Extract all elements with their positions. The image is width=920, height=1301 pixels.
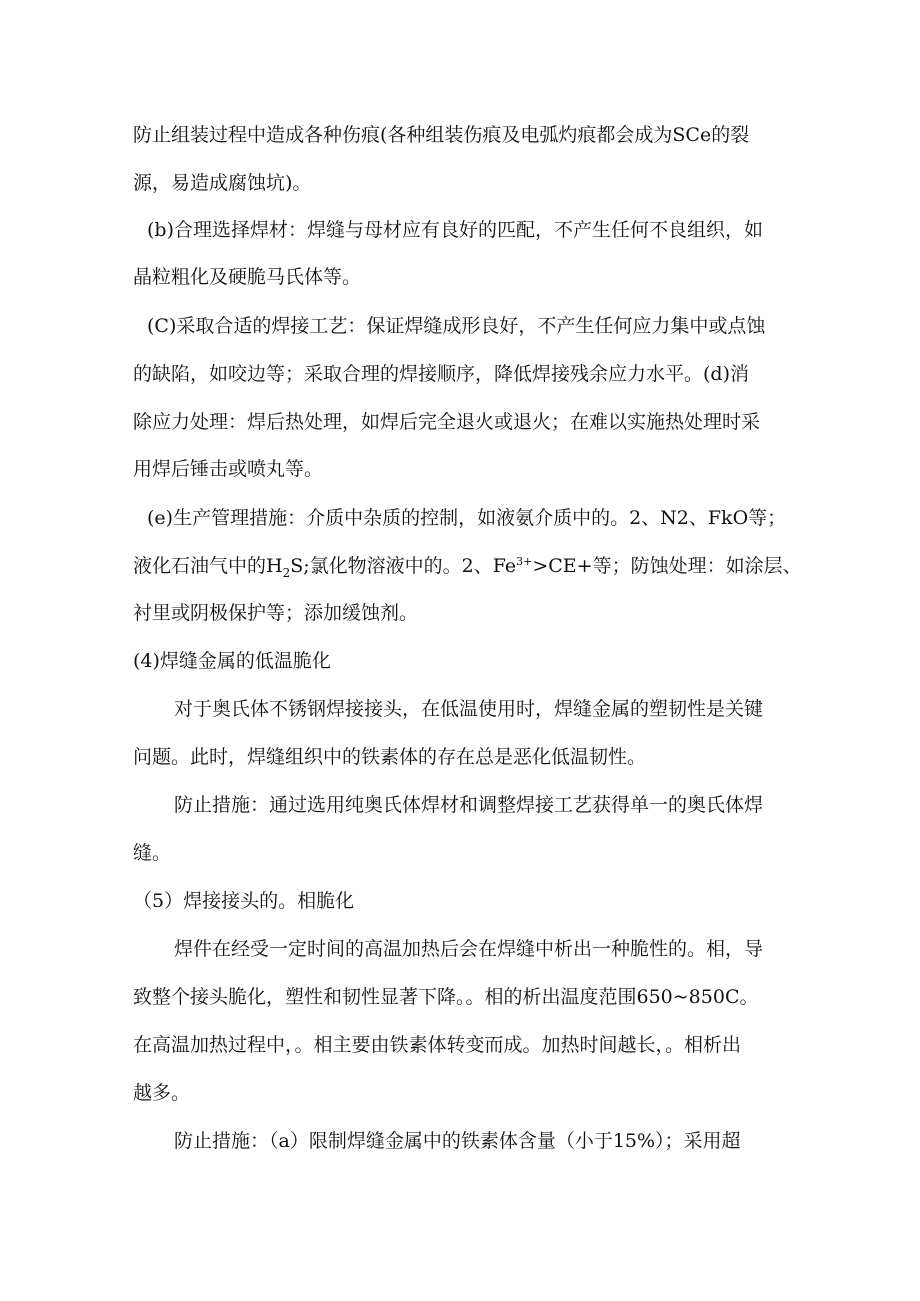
text-segment: >CE+等；防蚀处理：如涂层、 bbox=[532, 555, 802, 577]
text-line: 防止措施：通过选用纯奥氏体焊材和调整焊接工艺获得单一的奥氏体焊 bbox=[174, 794, 764, 816]
text-line: 缝。 bbox=[133, 842, 172, 864]
text-line: 致整个接头脆化，塑性和韧性显著下降。。相的析出温度范围650~850C。 bbox=[133, 986, 759, 1008]
text-line: (e)生产管理措施：介质中杂质的控制，如液氨介质中的。2、N2、FkO等； bbox=[147, 507, 787, 529]
subscript: 2 bbox=[282, 566, 291, 580]
text-line: 焊件在经受一定时间的高温加热后会在焊缝中析出一种脆性的。相，导 bbox=[174, 938, 764, 960]
text-line: 防止措施：（a）限制焊缝金属中的铁素体含量（小于15%）；采用超 bbox=[174, 1130, 741, 1152]
text-segment: S;氯化物溶液中的。2、Fe bbox=[290, 555, 517, 577]
text-line: 问题。此时，焊缝组织中的铁素体的存在总是恶化低温韧性。 bbox=[133, 746, 647, 768]
section-heading: （5）焊接接头的。相脆化 bbox=[133, 890, 355, 912]
text-line: (b)合理选择焊材：焊缝与母材应有良好的匹配，不产生任何不良组织，如 bbox=[147, 219, 763, 241]
text-line: (C)采取合适的焊接工艺：保证焊缝成形良好，不产生任何应力集中或点蚀 bbox=[147, 315, 766, 337]
text-line: 的缺陷，如咬边等；采取合理的焊接顺序，降低焊接残余应力水平。(d)消 bbox=[133, 363, 749, 385]
text-line: 除应力处理：焊后热处理，如焊后完全退火或退火；在难以实施热处理时采 bbox=[133, 411, 761, 433]
text-segment: 液化石油气中的H bbox=[133, 555, 283, 577]
text-line: 在高温加热过程中，。相主要由铁素体转变而成。加热时间越长，。相析出 bbox=[133, 1034, 742, 1056]
text-line: 防止组装过程中造成各种伤痕(各种组装伤痕及电弧灼痕都会成为SCe的裂 bbox=[133, 124, 750, 146]
text-line: 用焊后锤击或喷丸等。 bbox=[133, 458, 324, 480]
text-line: 越多。 bbox=[133, 1082, 191, 1104]
text-line: 源，易造成腐蚀坑)。 bbox=[133, 172, 312, 194]
text-line: 晶粒粗化及硬脆马氏体等。 bbox=[133, 266, 362, 288]
text-line: 衬里或阴极保护等；添加缓蚀剂。 bbox=[133, 602, 419, 624]
superscript: 3+ bbox=[516, 555, 533, 568]
section-heading: (4)焊缝金属的低温脆化 bbox=[133, 650, 331, 672]
text-line: 对于奥氏体不锈钢焊接接头，在低温使用时，焊缝金属的塑韧性是关键 bbox=[174, 698, 764, 720]
text-line bbox=[133, 553, 920, 582]
